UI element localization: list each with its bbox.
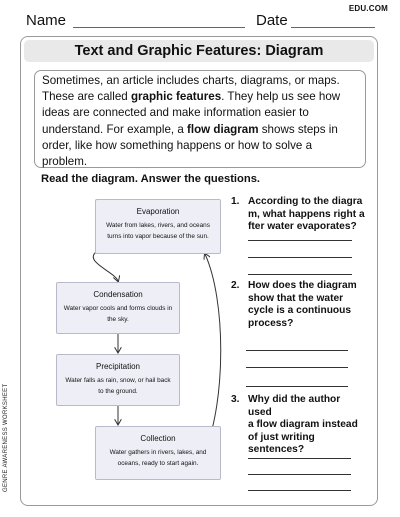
question-2-text: How does the diagram show that the water cycle is a continuous process? — [248, 280, 357, 329]
date-line[interactable] — [291, 27, 375, 28]
side-label-text: GENRE AWARENESS WORKSHEET — [3, 383, 9, 492]
answer-line[interactable] — [248, 490, 351, 491]
intro-bold-term: flow diagram — [187, 122, 259, 136]
question-1-number: 1. — [231, 196, 240, 207]
answer-line[interactable] — [248, 474, 351, 475]
step-desc: Water vapor cools and forms clouds in the sky. — [63, 305, 173, 323]
name-line[interactable] — [73, 27, 245, 28]
logo: EDU.COM — [348, 4, 388, 13]
intro-segment: shows steps in order, like how something happens or how to solve a problem. — [42, 122, 338, 169]
intro-segment: Sometimes, an article includes charts, diagrams, or maps. These are called — [42, 74, 340, 104]
step-desc: Water falls as rain, snow, or hail back to the ground. — [65, 377, 171, 395]
answer-line[interactable] — [246, 386, 348, 387]
intro-segment: . They help us see how ideas are connected and make information easier to understand. For example, a — [42, 90, 341, 136]
step-desc: Water gathers in rivers, lakes, and oceans, ready to start again. — [109, 449, 207, 467]
diagram-step-collection — [95, 426, 221, 480]
intro-text — [42, 73, 358, 170]
name-label: Name — [26, 12, 67, 29]
diagram-step-evaporation — [95, 199, 221, 254]
date-label: Date — [256, 12, 288, 29]
answer-line[interactable] — [246, 350, 348, 351]
question-3-text: Why did the author used a flow diagram instead of just writing sentences? — [248, 394, 358, 455]
answer-line[interactable] — [248, 458, 351, 459]
question-1-text: According to the diagra m, what happens right a fter water evaporates? — [248, 196, 365, 232]
question-2-number: 2. — [231, 280, 240, 291]
answer-line[interactable] — [246, 367, 348, 368]
worksheet-title: Text and Graphic Features: Diagram — [24, 40, 374, 62]
step-title: Condensation — [93, 290, 143, 299]
side-label — [2, 380, 12, 492]
answer-line[interactable] — [248, 257, 352, 258]
step-title: Collection — [140, 434, 176, 443]
intro-bold-term: graphic features — [130, 90, 222, 104]
question-3-number: 3. — [231, 394, 240, 405]
step-desc: Water from lakes, rivers, and oceans turns into vapor because of the sun. — [106, 222, 210, 240]
diagram-step-condensation — [56, 282, 180, 334]
step-title: Precipitation — [95, 362, 141, 371]
answer-line[interactable] — [248, 240, 352, 241]
step-title: Evaporation — [136, 207, 180, 216]
instruction: Read the diagram. Answer the questions. — [41, 173, 261, 185]
answer-line[interactable] — [248, 274, 352, 275]
diagram-step-precipitation — [56, 354, 180, 406]
